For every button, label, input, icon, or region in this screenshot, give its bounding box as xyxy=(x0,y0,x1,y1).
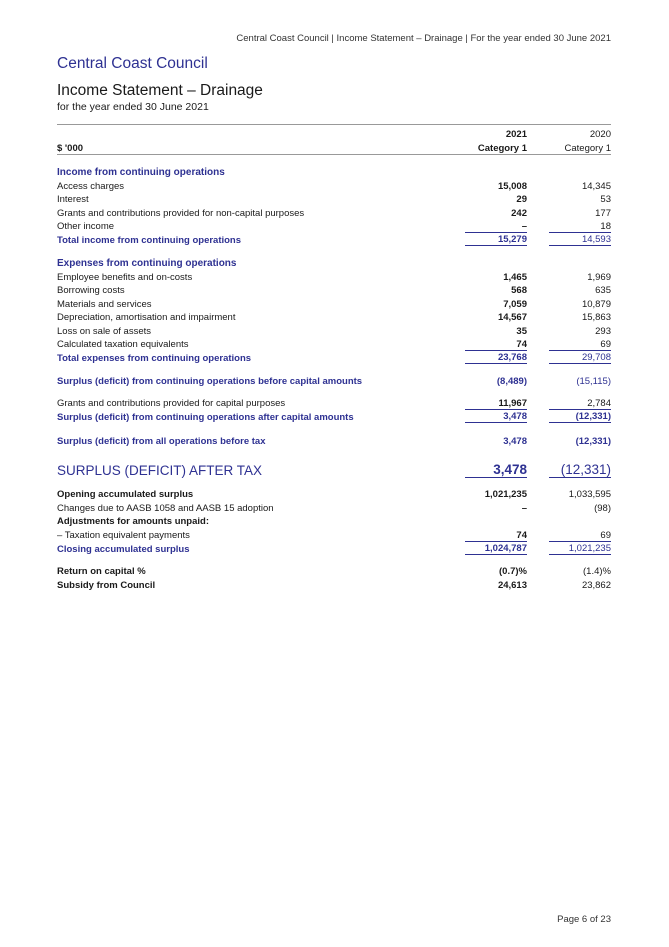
header-row-years xyxy=(57,125,611,141)
surplus-before-capital-row: Surplus (deficit) from continuing operations before capital amounts (8,489) (15,115) xyxy=(57,375,611,387)
header-row-categories xyxy=(57,140,611,155)
surplus-after-tax-row: SURPLUS (DEFICIT) AFTER TAX 3,478 (12,331) xyxy=(57,461,611,478)
running-header: Central Coast Council | Income Statement – Drainage | For the year ended 30 June 2021 xyxy=(236,33,611,44)
statement-title: Income Statement – Drainage xyxy=(57,82,263,99)
table-row: Borrowing costs 568 635 xyxy=(57,285,611,296)
table-row: Depreciation, amortisation and impairment 14,567 15,863 xyxy=(57,312,611,323)
table-row: Access charges 15,008 14,345 xyxy=(57,180,611,192)
surplus-after-capital-row: Surplus (deficit) from continuing operations after capital amounts 3,478 (12,331) xyxy=(57,411,611,423)
table-row: Grants and contributions provided for non-capital purposes 242 177 xyxy=(57,207,611,219)
total-income-row: Total income from continuing operations 15,279 14,593 xyxy=(57,234,611,246)
statement-subtitle: for the year ended 30 June 2021 xyxy=(57,101,209,113)
table-row: Employee benefits and on-costs 1,465 1,969 xyxy=(57,271,611,283)
unit-label: $ '000 xyxy=(57,140,447,155)
council-title: Central Coast Council xyxy=(57,55,208,72)
col-2020-year: 2020 xyxy=(527,125,611,141)
col-2021-year: 2021 xyxy=(447,125,527,141)
closing-surplus-row: Closing accumulated surplus 1,024,787 1,021,235 xyxy=(57,542,611,555)
expenses-section-heading: Expenses from continuing operations xyxy=(57,258,237,269)
return-on-capital-row: Return on capital % (0.7)% (1.4)% xyxy=(57,566,611,577)
table-row: Loss on sale of assets 35 293 xyxy=(57,325,611,337)
table-row: Calculated taxation equivalents 74 69 xyxy=(57,339,611,350)
table-row: Interest 29 53 xyxy=(57,194,611,205)
table-row: Other income – 18 xyxy=(57,221,611,232)
col-2020-category: Category 1 xyxy=(527,140,611,155)
col-2021-category: Category 1 xyxy=(447,140,527,155)
capital-grants-row: Grants and contributions provided for capital purposes 11,967 2,784 xyxy=(57,398,611,409)
total-expenses-row: Total expenses from continuing operations 23,768 29,708 xyxy=(57,352,611,364)
income-statement-table xyxy=(57,124,611,591)
adjustments-heading: Adjustments for amounts unpaid: xyxy=(57,516,209,527)
subsidy-row: Subsidy from Council 24,613 23,862 xyxy=(57,579,611,591)
table-row: Changes due to AASB 1058 and AASB 15 adoption – (98) xyxy=(57,502,611,514)
surplus-all-before-tax-row: Surplus (deficit) from all operations before tax 3,478 (12,331) xyxy=(57,435,611,447)
page-number: Page 6 of 23 xyxy=(557,914,611,925)
table-row: – Taxation equivalent payments 74 69 xyxy=(57,529,611,541)
income-section-heading: Income from continuing operations xyxy=(57,167,225,178)
opening-surplus-row: Opening accumulated surplus 1,021,235 1,033,595 xyxy=(57,489,611,500)
table-row: Materials and services 7,059 10,879 xyxy=(57,298,611,310)
